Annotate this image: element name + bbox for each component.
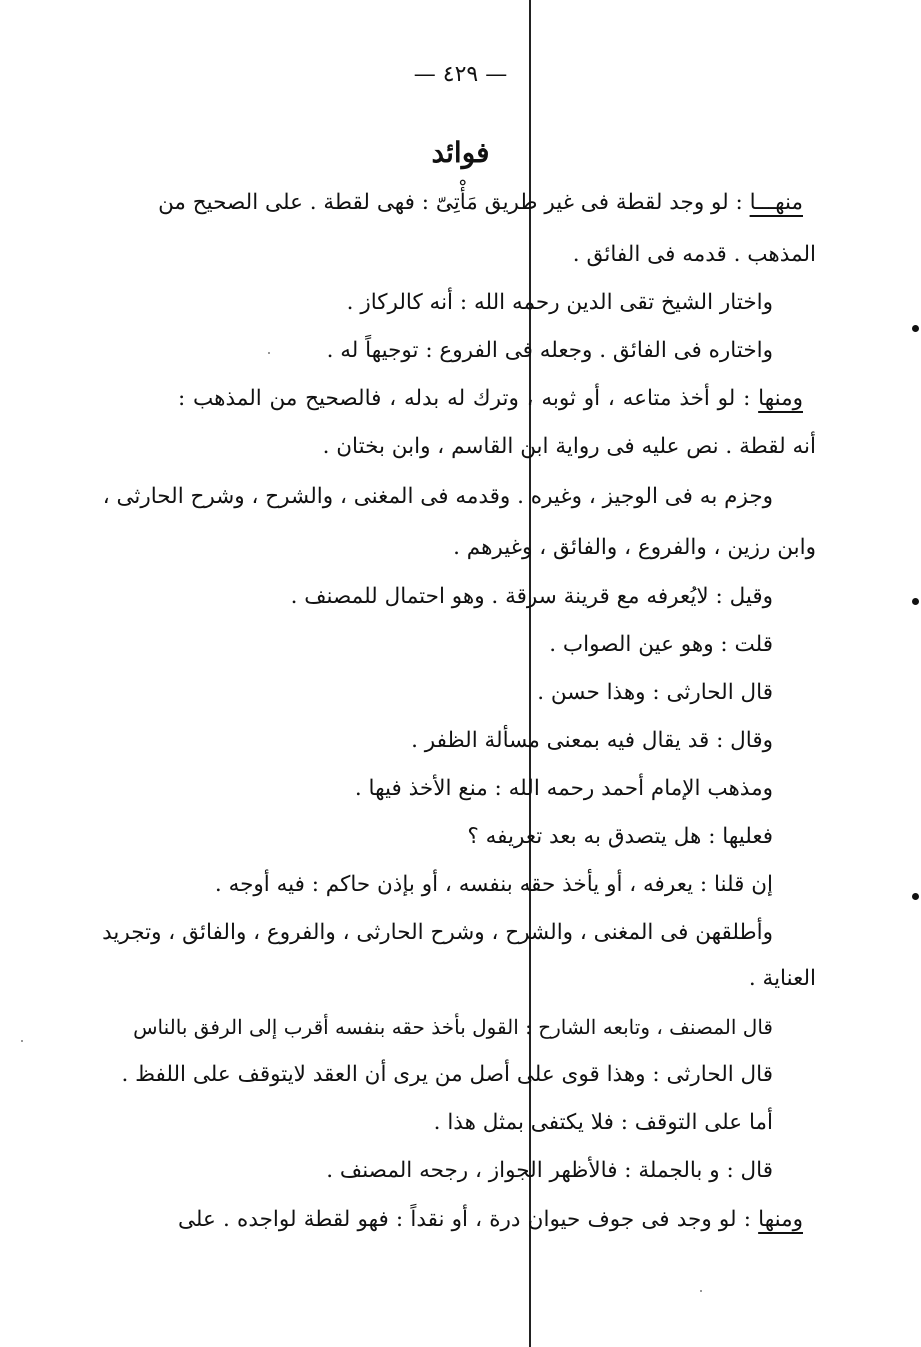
scan-mark (912, 325, 919, 332)
text-line: وابن رزين ، والفروع ، والفائق ، وغيرهم . (453, 535, 816, 560)
line-text: : لو أخذ متاعه ، أو ثوبه ، وترك له بدله ، فالصحيح من المذهب : (178, 386, 759, 411)
page-number: — ٤٢٩ — (413, 62, 508, 87)
text-line: المذهب . قدمه فى الفائق . (572, 242, 816, 267)
text-line: العناية . (748, 966, 816, 991)
scan-speck (700, 1290, 702, 1292)
scan-mark (912, 598, 919, 605)
text-line: وقال : قد يقال فيه بمعنى مسألة الظفر . (411, 728, 773, 753)
text-line (178, 384, 803, 414)
paragraph-lead: ومنها (758, 386, 803, 411)
text-line (178, 1205, 803, 1235)
paragraph-lead: ومنها (758, 1207, 803, 1232)
text-line: ومذهب الإمام أحمد رحمه الله : منع الأخذ فيها . (354, 776, 773, 801)
text-line: قال الحارثى : وهذا حسن . (537, 680, 773, 705)
text-line (158, 188, 803, 218)
text-line: قال الحارثى : وهذا قوى على أصل من يرى أن العقد لايتوقف على اللفظ . (121, 1062, 773, 1087)
paragraph-lead: منهـــا (749, 190, 803, 215)
text-line: وجزم به فى الوجيز ، وغيره . وقدمه فى المغنى ، والشرح ، وشرح الحارثى ، (102, 484, 773, 509)
text-line: واختار الشيخ تقى الدين رحمه الله : أنه كالركاز . (346, 290, 773, 315)
text-line: وقيل : لايُعرفه مع قرينة سرقة . وهو احتمال للمصنف . (290, 584, 773, 609)
text-line: قلت : وهو عين الصواب . (549, 632, 773, 657)
scan-speck (268, 352, 270, 354)
line-text: : لو وجد فى جوف حيوان درة ، أو نقداً : فهو لقطة لواجده . على (178, 1207, 759, 1232)
text-line: قال المصنف ، وتابعه الشارح : القول بأخذ حقه بنفسه أقرب إلى الرفق بالناس (133, 1015, 773, 1039)
text-line: أنه لقطة . نص عليه فى رواية ابن القاسم ، وابن بختان . (322, 434, 816, 459)
text-line: واختاره فى الفائق . وجعله فى الفروع : توجيهاً له . (326, 338, 773, 363)
text-line: أما على التوقف : فلا يكتفى بمثل هذا . (433, 1110, 773, 1135)
text-line: إن قلنا : يعرفه ، أو يأخذ حقه بنفسه ، أو بإذن حاكم : فيه أوجه . (214, 872, 773, 897)
section-heading: فوائد (431, 136, 490, 169)
text-line: وأطلقهن فى المغنى ، والشرح ، وشرح الحارثى ، والفروع ، والفائق ، وتجريد (102, 920, 773, 945)
line-text: : لو وجد لقطة فى غير طريق مَأْتِىّ : فهى لقطة . على الصحيح من (158, 190, 750, 215)
scan-mark (912, 893, 919, 900)
text-line: فعليها : هل يتصدق به بعد تعريفه ؟ (467, 824, 773, 849)
scan-speck (21, 1040, 23, 1042)
text-line: قال : و بالجملة : فالأظهر الجواز ، رجحه المصنف . (326, 1158, 773, 1183)
